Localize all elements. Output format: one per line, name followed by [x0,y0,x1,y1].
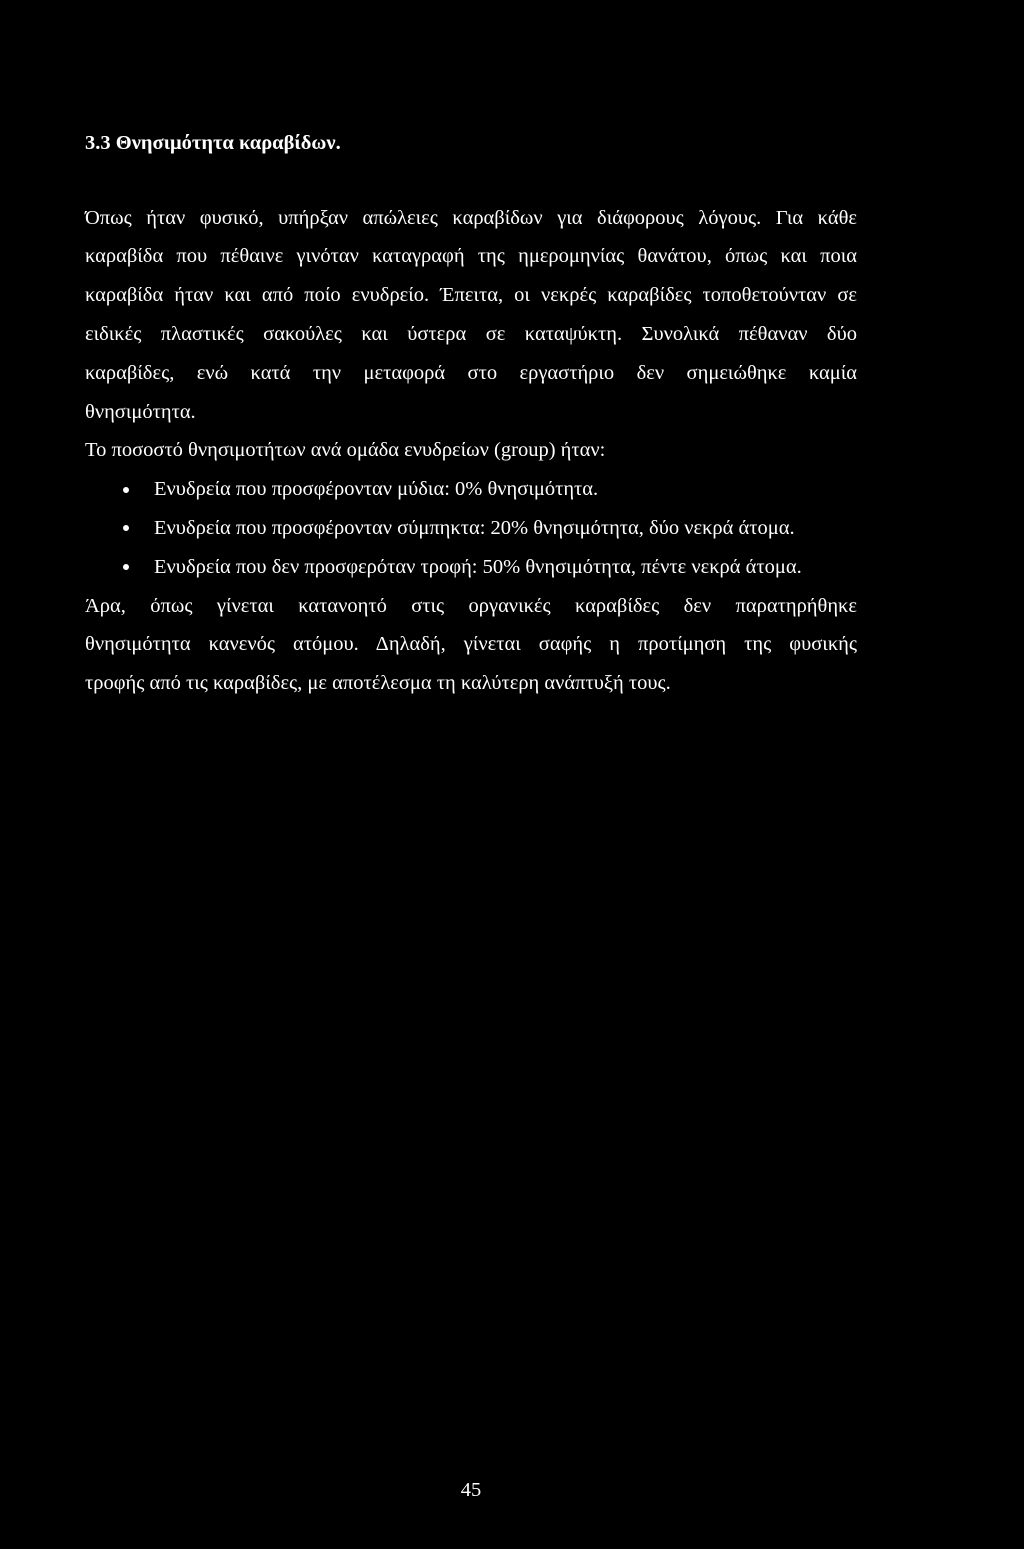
paragraph-line: ειδικές πλαστικές σακούλες και ύστερα σε καταψύκτη. Συνολικά πέθαναν δύο [85,322,857,345]
paragraph-line: Όπως ήταν φυσικό, υπήρξαν απώλειες καραβίδων για διάφορους λόγους. Για κάθε [85,206,857,229]
paragraph-line: καραβίδες, ενώ κατά την μεταφορά στο εργαστήριο δεν σημειώθηκε καμία [85,361,857,384]
bullet-dot-icon [123,487,129,493]
paragraph-intro [85,199,857,432]
paragraph-line: θνησιμότητα κανενός ατόμου. Δηλαδή, γίνεται σαφής η προτίμηση της φυσικής [85,633,857,656]
paragraph-line: θνησιμότητα. [85,400,196,423]
list-item-text: Ενυδρεία που προσφέρονταν μύδια: 0% θνησιμότητα. [154,478,599,501]
list-item-text: Ενυδρεία που δεν προσφερόταν τροφή: 50% θνησιμότητα, πέντε νεκρά άτομα. [154,555,802,578]
bullet-dot-icon [123,525,129,531]
list-item [85,548,857,587]
paragraph-line: τροφής από τις καραβίδες, με αποτέλεσμα τη καλύτερη ανάπτυξή τους. [85,672,671,695]
paragraph-line: καραβίδα που πέθαινε γινόταν καταγραφή της ημερομηνίας θανάτου, όπως και ποια [85,245,857,268]
page-number: 45 [460,1479,482,1501]
list-item [85,470,857,509]
paragraph-line: Το ποσοστό θνησιμοτήτων ανά ομάδα ενυδρείων (group) ήταν: [85,439,606,462]
paragraph-mortality-intro [85,431,857,470]
bullet-dot-icon [123,564,129,570]
mortality-list [85,470,857,586]
section-heading: 3.3 Θνησιμότητα καραβίδων. [85,132,341,154]
paragraph-line: Άρα, όπως γίνεται κατανοητό στις οργανικές καραβίδες δεν παρατηρήθηκε [85,594,857,617]
paragraph-line: καραβίδα ήταν και από ποίο ενυδρείο. Έπειτα, οι νεκρές καραβίδες τοποθετούνταν σε [85,284,857,307]
list-item [85,509,857,548]
list-item-text: Ενυδρεία που προσφέρονταν σύμπηκτα: 20% θνησιμότητα, δύο νεκρά άτομα. [154,516,795,539]
paragraph-conclusion [85,587,857,703]
page-content [85,124,857,703]
